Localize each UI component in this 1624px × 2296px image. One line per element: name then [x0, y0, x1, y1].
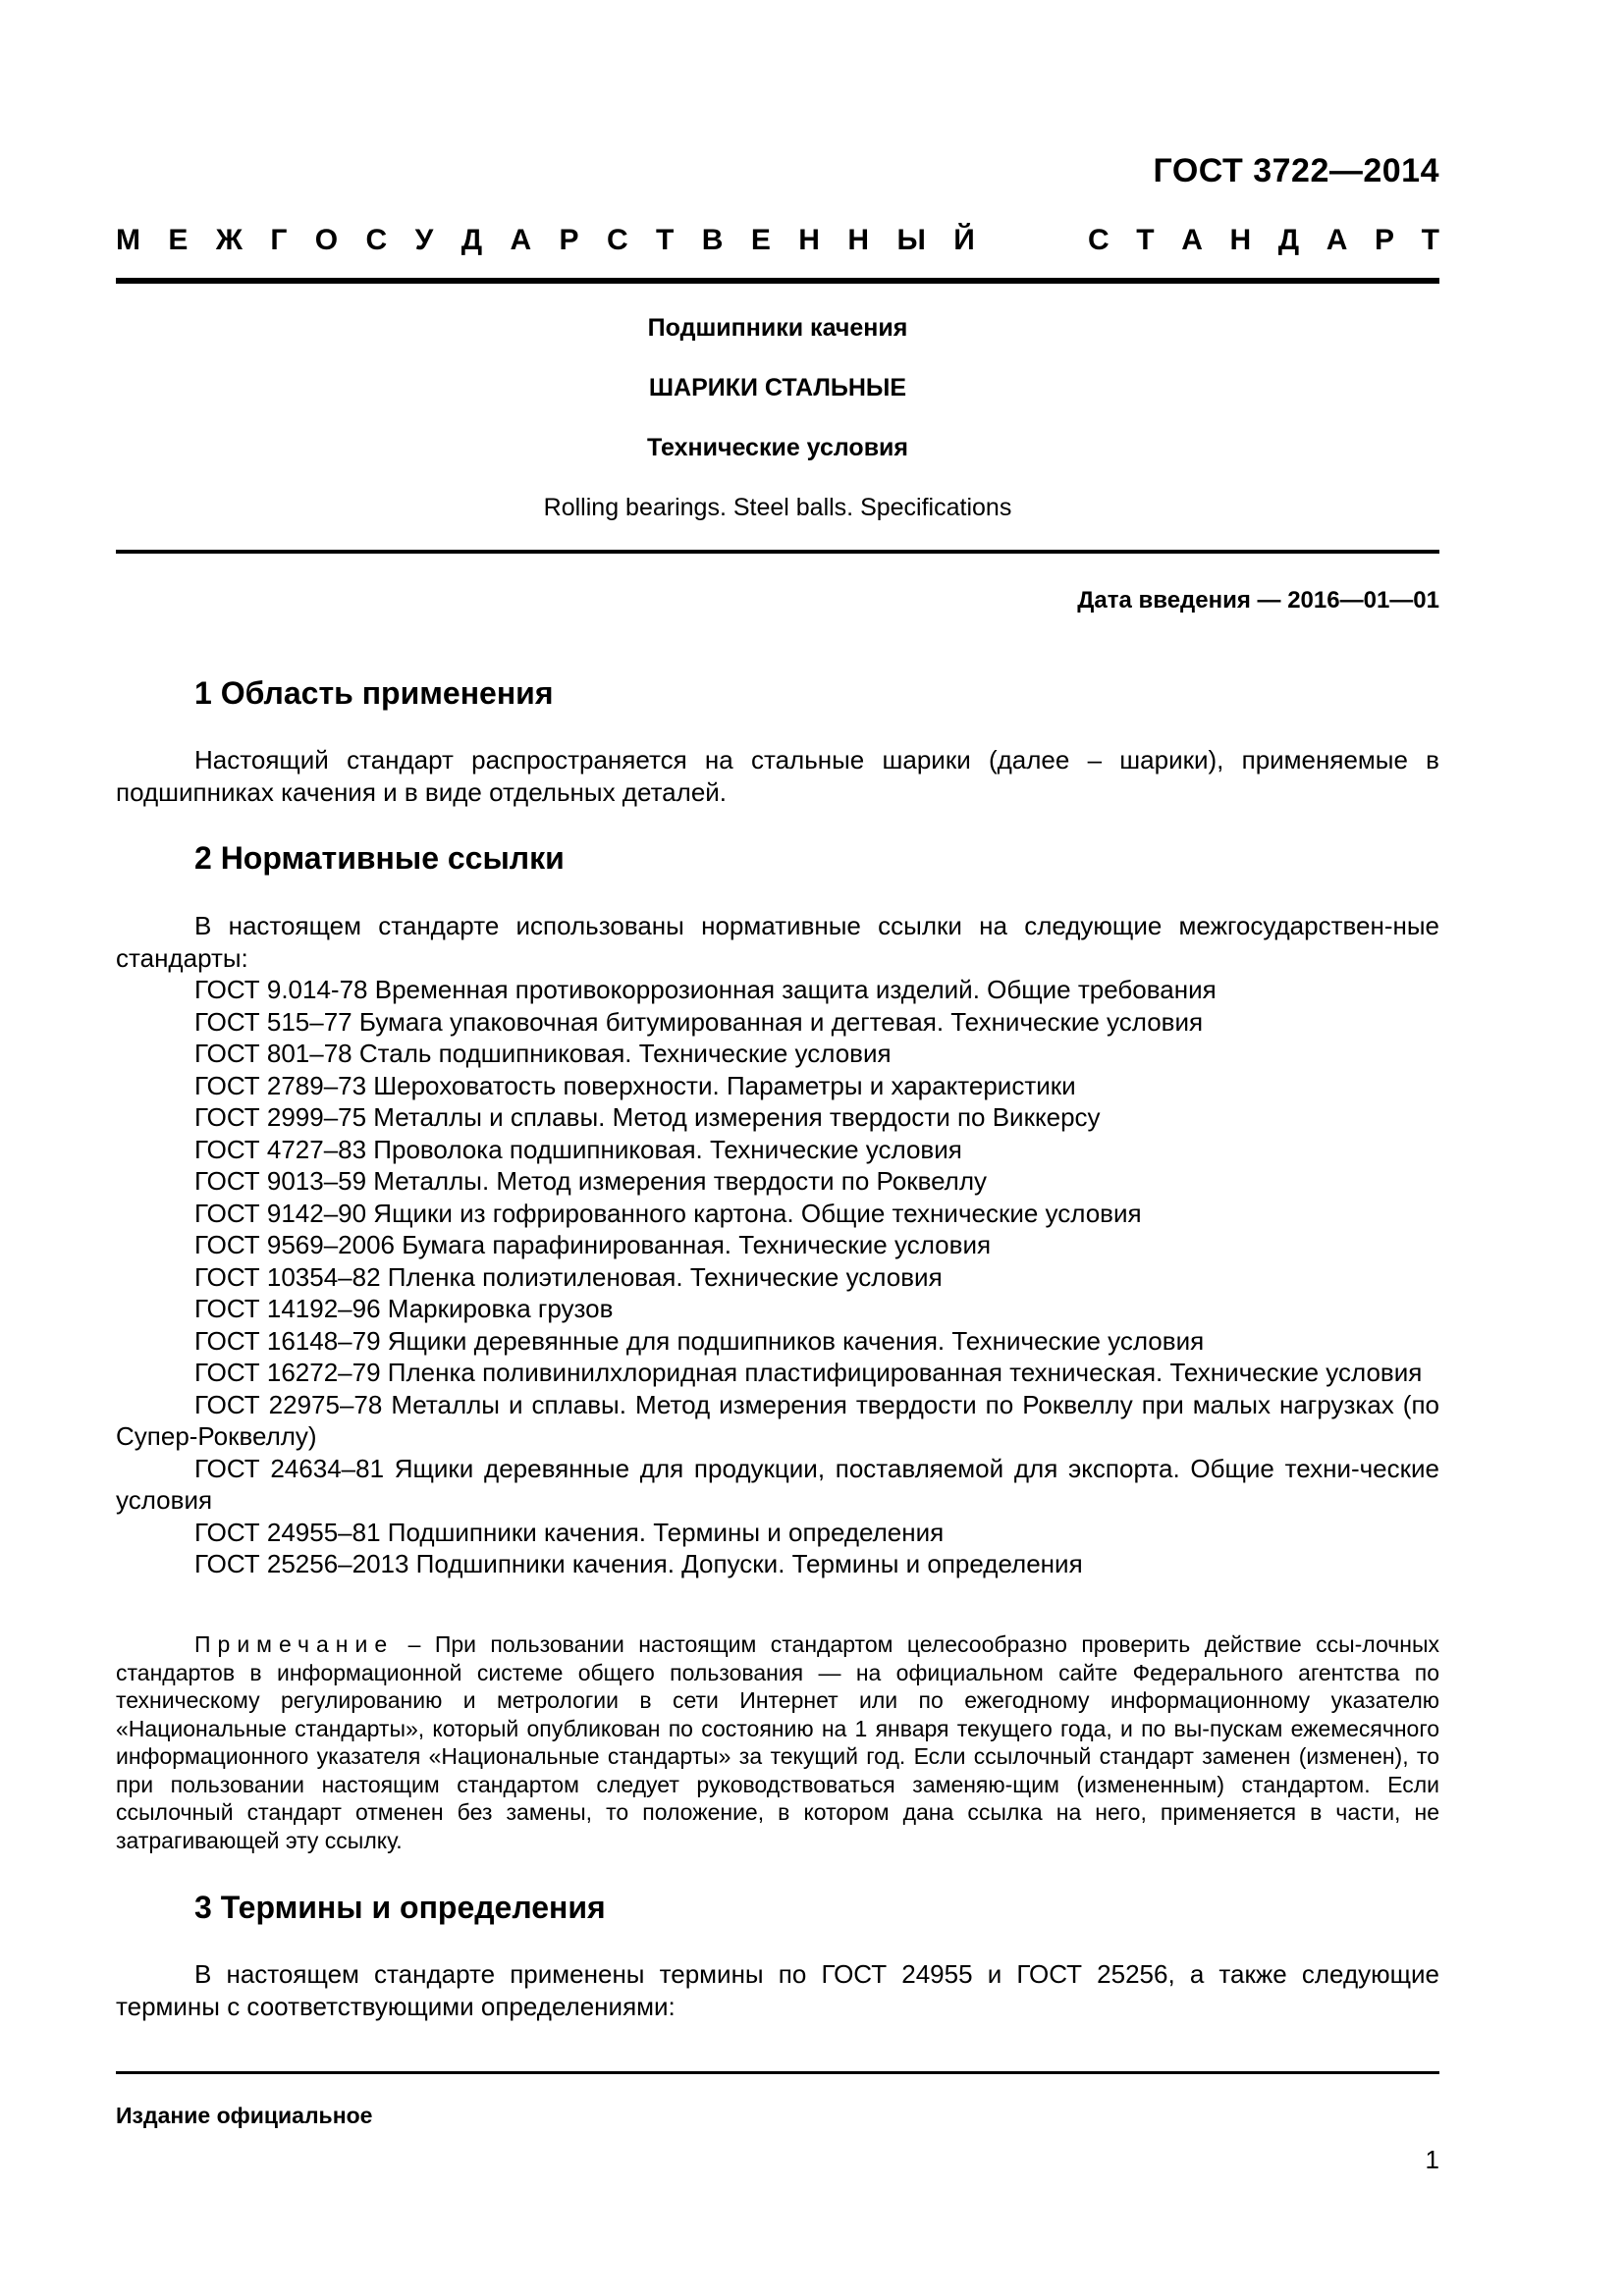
section-scope-text: Настоящий стандарт распространяется на стальные шарики (далее – шарики), применяемые в подшипниках качения и в виде отдельных деталей.	[116, 745, 1439, 807]
reference-item: ГОСТ 9.014-78 Временная противокоррозионная защита изделий. Общие требования	[194, 975, 1217, 1004]
section-references-intro: В настоящем стандарте использованы нормативные ссылки на следующие межгосударствен-ные стандарты:	[116, 911, 1439, 973]
banner-letter: У	[414, 224, 434, 256]
banner-letter: А	[1326, 224, 1348, 256]
reference-item: ГОСТ 9142–90 Ящики из гофрированного картона. Общие технические условия	[194, 1198, 1142, 1228]
banner-letter: Д	[460, 224, 483, 256]
banner-letter: Р	[1375, 224, 1395, 256]
banner-letter: Т	[1136, 224, 1155, 256]
banner-letter: О	[314, 224, 339, 256]
section-heading-references: 2 Нормативные ссылки	[194, 840, 565, 876]
banner-word-standard	[1088, 224, 1439, 257]
introduction-date: Дата введения — 2016—01—01	[1077, 587, 1439, 614]
document-number: ГОСТ 3722—2014	[1153, 152, 1439, 189]
reference-item: ГОСТ 4727–83 Проволока подшипниковая. Технические условия	[194, 1134, 962, 1164]
page-number: 1	[1425, 2145, 1439, 2174]
footer-rule	[116, 2071, 1439, 2074]
banner-letter: Ы	[896, 224, 926, 256]
banner-letter: Й	[953, 224, 975, 256]
banner-letter: С	[1088, 224, 1110, 256]
reference-item: ГОСТ 9013–59 Металлы. Метод измерения твердости по Роквеллу	[194, 1166, 988, 1196]
reference-item: ГОСТ 10354–82 Пленка полиэтиленовая. Технические условия	[194, 1261, 943, 1292]
title-subject: Подшипники качения	[647, 314, 908, 342]
reference-item: ГОСТ 24634–81 Ящики деревянные для продукции, поставляемой для экспорта. Общие техни-ческие условия	[116, 1453, 1439, 1515]
title-main: ШАРИКИ СТАЛЬНЫЕ	[648, 374, 907, 401]
reference-list	[116, 974, 1439, 1580]
note-text: – При пользовании настоящим стандартом целесообразно проверить действие ссы-лочных стандартов в информационной системе общего пользования — на официальном сайте Федерального агентства по техническому регулированию и метрологии в сети Интернет или по ежегодному информационному указателю «Национальные стандарты», который опубликован по состоянию на 1 января текущего года, и по вы-пускам ежемесячного информационного указателя «Национальные стандарты» за текущий год. Если ссылочный стандарт заменен (изменен), то при пользовании настоящим стандартом следует руководствоваться заменяю-щим (измененным) стандартом. Если ссылочный стандарт отменен без замены, то положение, в котором дана ссылка на него, применяется в части, не затрагивающей эту ссылку.	[116, 1631, 1439, 1853]
title-rule	[116, 550, 1439, 554]
banner-letter: Н	[798, 224, 820, 256]
banner-letter: Ж	[215, 224, 243, 256]
reference-item: ГОСТ 515–77 Бумага упаковочная битумированная и дегтевая. Технические условия	[194, 1006, 1204, 1037]
banner-letter: Р	[559, 224, 579, 256]
reference-item: ГОСТ 25256–2013 Подшипники качения. Допуски. Термины и определения	[194, 1549, 1083, 1578]
banner-letter: В	[701, 224, 724, 256]
note-label: Примечание	[194, 1631, 395, 1657]
section-heading-scope: 1 Область применения	[194, 675, 554, 711]
banner-letter: Е	[750, 224, 771, 256]
reference-item: ГОСТ 2999–75 Металлы и сплавы. Метод измерения твердости по Виккерсу	[194, 1102, 1101, 1132]
reference-item: ГОСТ 2789–73 Шероховатость поверхности. Параметры и характеристики	[194, 1070, 1076, 1100]
title-spec: Технические условия	[646, 434, 909, 461]
reference-item: ГОСТ 9569–2006 Бумага парафинированная. Технические условия	[194, 1230, 992, 1259]
section-heading-terms: 3 Термины и определения	[194, 1890, 606, 1925]
banner-letter: С	[606, 224, 628, 256]
banner-letter: М	[116, 224, 140, 256]
title-english: Rolling bearings. Steel balls. Specifications	[543, 494, 1012, 521]
reference-item: ГОСТ 24955–81 Подшипники качения. Термины и определения	[194, 1517, 945, 1547]
header-rule	[116, 278, 1439, 284]
official-edition-label: Издание официальное	[116, 2103, 373, 2128]
banner-letter: Н	[1229, 224, 1252, 256]
reference-item: ГОСТ 22975–78 Металлы и сплавы. Метод измерения твердости по Роквеллу при малых нагрузках (по Супер-Роквеллу)	[116, 1389, 1439, 1451]
reference-item: ГОСТ 16272–79 Пленка поливинилхлоридная пластифицированная техническая. Технические условия	[194, 1358, 1423, 1387]
banner-letter: С	[365, 224, 388, 256]
reference-item: ГОСТ 14192–96 Маркировка грузов	[194, 1294, 614, 1323]
banner-letter: Н	[847, 224, 870, 256]
banner-word-interstate	[116, 224, 975, 257]
reference-item: ГОСТ 16148–79 Ящики деревянные для подшипников качения. Технические условия	[194, 1325, 1205, 1356]
banner-letter: А	[510, 224, 532, 256]
reference-item: ГОСТ 801–78 Сталь подшипниковая. Технические условия	[194, 1039, 892, 1068]
banner-letter: Г	[270, 224, 288, 256]
references-note	[116, 1630, 1439, 1854]
banner-letter: Т	[1421, 224, 1439, 256]
banner-letter: Е	[168, 224, 189, 256]
banner-letter: Т	[656, 224, 675, 256]
banner-letter: А	[1181, 224, 1203, 256]
interstate-standard-banner	[116, 224, 1439, 257]
banner-letter: Д	[1277, 224, 1300, 256]
section-terms-text: В настоящем стандарте применены термины по ГОСТ 24955 и ГОСТ 25256, а также следующие термины с соответствующими определениями:	[116, 1959, 1439, 2021]
